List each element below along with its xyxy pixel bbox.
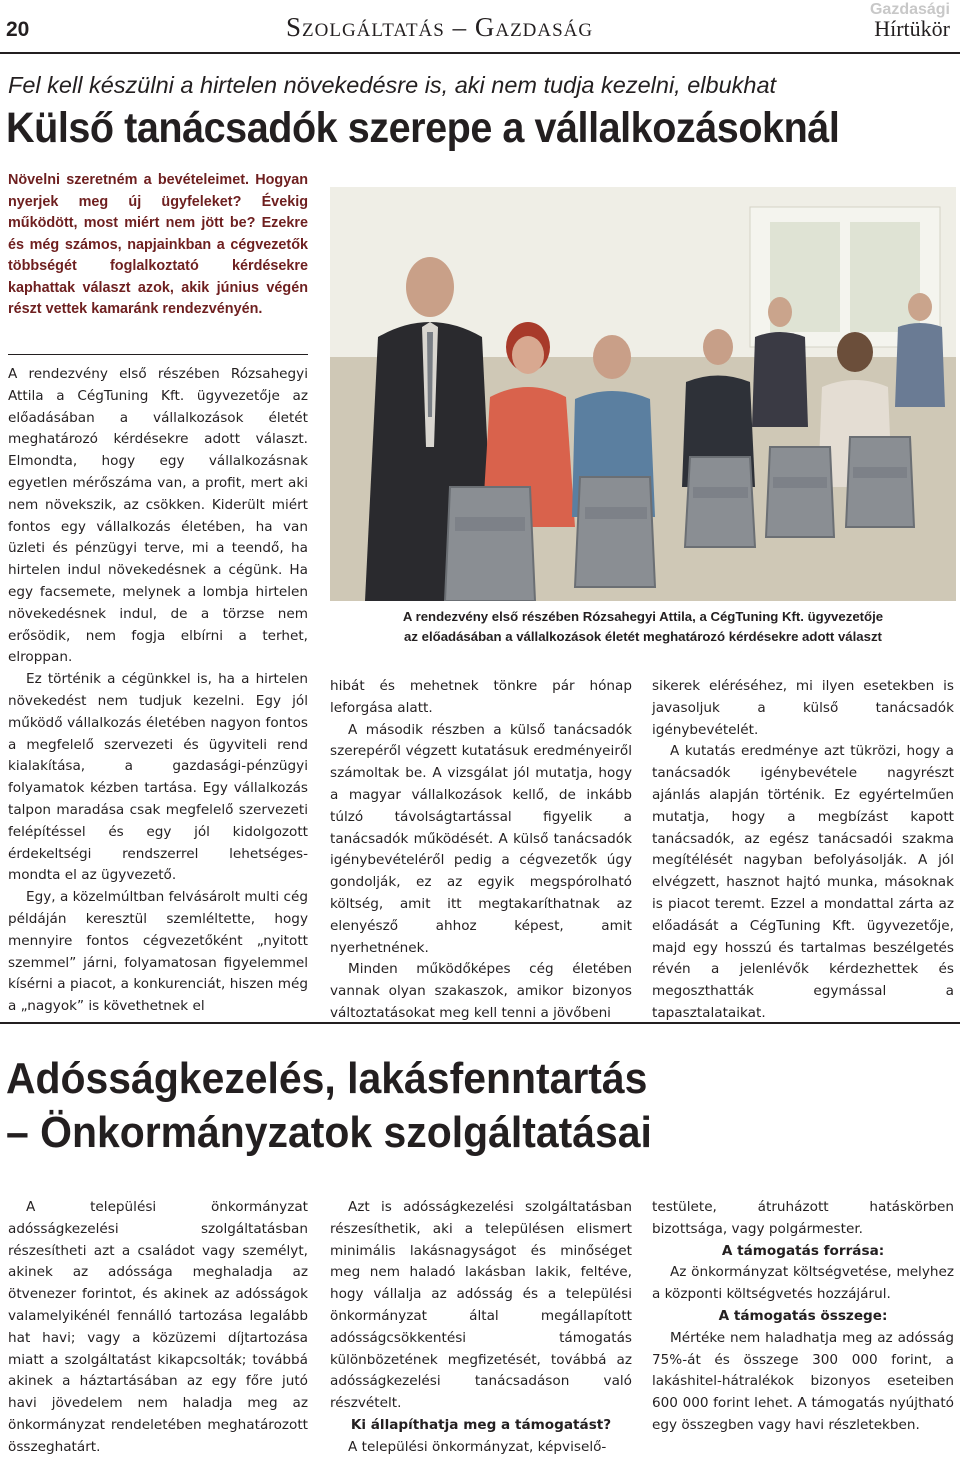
paragraph: A kutatás eredménye azt tükrözi, hogy a tanácsadók igénybevétele nagyrészt ajánlás alapján történik. Ez egyértelműen mutatja, hogy a megbízást kapott tanácsadók, az egész tanácsadói szakma megítélését nagyban befolyásolják. A jól elvégzett, hasznot hajtó munka, másoknak is piacot teremt. Ezzel a mondattal zárta az előadását a CégTuning Kft. ügyvezetője, majd egy hosszú és tartalmas beszélgetés révén a jelenlévők kérdezhettek és megoszthatták egymással a tapasztalataikat. bbox=[652, 743, 954, 1021]
paragraph: Minden működőképes cég életében vannak olyan szakaszok, amikor bizonyos változtatásokat meg kell tenni a jövőbeni bbox=[330, 961, 632, 1021]
article-headline: Külső tanácsadók szerepe a vállalkozásoknál bbox=[6, 104, 840, 152]
article2-headline-line-1: Adósságkezelés, lakásfenntartás bbox=[6, 1054, 648, 1103]
article-column-1 bbox=[8, 364, 308, 1018]
lead-rule bbox=[8, 354, 308, 355]
article2-headline bbox=[6, 1052, 652, 1160]
masthead bbox=[870, 2, 950, 40]
section-divider bbox=[0, 1022, 960, 1024]
article2-column-2 bbox=[330, 1197, 632, 1459]
paragraph: hibát és mehetnek tönkre pár hónap leforgása alatt. bbox=[330, 678, 632, 716]
masthead-bottom: Hírtükör bbox=[874, 16, 950, 41]
paragraph: testülete, átruházott hatáskörben bizottsága, vagy polgármester. bbox=[652, 1199, 954, 1237]
paragraph: Azt is adósságkezelési szolgáltatásban részesíthetik, aki a településen elismert minimális lakásnagyságot és minőséget meg nem haladó lakásban lakik, feltéve, hogy vállalja az adósság és a települési önkormányzat által megállapított adósságcsökkentési támogatás különbözetének megfizetését, továbbá az adósságkezelési tanácsadáson való részvételt. bbox=[330, 1199, 632, 1412]
article2-headline-line-2: – Önkormányzatok szolgáltatásai bbox=[6, 1108, 652, 1157]
photo-caption-line-2: az előadásában a vállalkozások életét meghatározó kérdésekre adott választ bbox=[404, 629, 882, 644]
header-rule bbox=[0, 52, 960, 54]
page-number: 20 bbox=[6, 18, 30, 41]
event-photo-illustration bbox=[330, 187, 956, 601]
subheading: Ki állapíthatja meg a támogatást? bbox=[350, 1416, 612, 1433]
subheading: A támogatás forrása: bbox=[721, 1242, 885, 1259]
photo-caption bbox=[330, 607, 956, 647]
article-kicker: Fel kell készülni a hirtelen növekedésre is, aki nem tudja kezelni, elbukhat bbox=[8, 72, 777, 98]
paragraph: sikerek eléréséhez, mi ilyen esetekben is javasoljuk a külső tanácsadók igénybevételét. bbox=[652, 678, 954, 738]
article-column-2 bbox=[330, 676, 632, 1025]
paragraph: Az önkormányzat költségvetése, melyhez a központi költségvetés hozzájárul. bbox=[652, 1264, 954, 1303]
article-lead: Növelni szeretném a bevételeimet. Hogyan nyerjek meg új ügyfeleket? Évekig működött, most miért nem jött be? Ezekre és még számos, napjainkban a cégvezetők többségét foglalkoztató kérdésekre kaphattak választ azok, akik június végén részt vettek kamaránk rendezvényén. bbox=[8, 172, 308, 317]
paragraph: A települési önkormányzat, képviselő- bbox=[348, 1438, 607, 1455]
article-column-3 bbox=[652, 676, 954, 1025]
paragraph: Egy, a közelmúltban felvásárolt multi cég példáján keresztül szemléltette, hogy mennyire fontos cégvezetőként „nyitott szemmel” járni, folyamatosan figyelemmel kísérni a piacot, a konkurenciát, hiszen még a „nagyok” is követhetnek el bbox=[8, 889, 308, 1015]
paragraph: Mértéke nem haladhatja meg az adósság 75%-át és összege 300 000 forint, a lakáshitel-hátralékok bizonyos eseteiben 600 000 forint lehet. A támogatás nyújtható egy összegben vagy havi részletekben. bbox=[652, 1329, 954, 1433]
section-title: Szolgáltatás – Gazdaság bbox=[286, 12, 594, 42]
article2-column-1 bbox=[8, 1197, 308, 1459]
paragraph: Ez történik a cégünkkel is, ha a hirtelen növekedést nem tudjuk kezelni. Egy jól működő vállalkozás életében nagyon fontos a megfelelő szervezeti és ügyviteli rend kialakítása, a gazdasági-pénzügyi folyamatok kézben tartása. Egy vállalkozás talpon maradása csak megfelelő szervezeti felépítéssel és egy jól kidolgozott érdekeltségi rendszerrel lehetséges- mondta el az ügyvezető. bbox=[8, 671, 308, 884]
paragraph: A második részben a külső tanácsadók szerepéről végzett kutatásuk eredményeiről számoltak be. A vizsgálat jól mutatja, hogy a magyar vállalkozások kellő, de inkább túlzó távolságtartással figyelik a tanácsadók működését. A külső tanácsadók igénybevételéről pedig a cégvezetők úgy gondolják, ez az egyik megspórolható költség, amit itt megtakaríthatnak az elenyésző ahhoz képest, amit nyerhetnének. bbox=[330, 721, 632, 956]
paragraph: A rendezvény első részében Rózsahegyi Attila a CégTuning Kft. ügyvezetője az előadásában a vállalkozások életét meghatározó kérdésekre adott választ. Elmondta, hogy egy vállalkozásnak egyetlen mérőszáma van, a profit, mert aki nem növekszik, az csökken. Kiderült miért fontos egy vállalkozás életében, ha van üzleti és pénzügyi terve, mi a teendő, ha hirtelen indul növekedésnek a cégünk. Ha egy facsemete, melynek a lombja hirtelen növekedésnek indul, de a törzse nem erősödik, nem fogja elbírni a terhet, elroppan. bbox=[8, 366, 308, 666]
paragraph: A települési önkormányzat adósságkezelési szolgáltatásban részesítheti azt a családot vagy személyt, akinek az adóssága meghaladja az ötvenezer forintot, és akinek az adósságok valamelyikénél fennálló tartozása legalább hat havi; vagy a közüzemi díjtartozása miatt a szolgáltatást kikapcsolták; továbbá akinek a háztartásában az egy főre jutó havi jövedelem nem haladja meg az önkormányzat rendeletében meghatározott összeghatárt. bbox=[8, 1199, 308, 1455]
masthead-top: Gazdasági bbox=[869, 1, 950, 18]
subheading: A támogatás összege: bbox=[718, 1307, 888, 1324]
event-photo bbox=[330, 187, 956, 601]
article2-column-3 bbox=[652, 1197, 954, 1437]
photo-caption-line-1: A rendezvény első részében Rózsahegyi Attila, a CégTuning Kft. ügyvezetője bbox=[402, 609, 884, 624]
